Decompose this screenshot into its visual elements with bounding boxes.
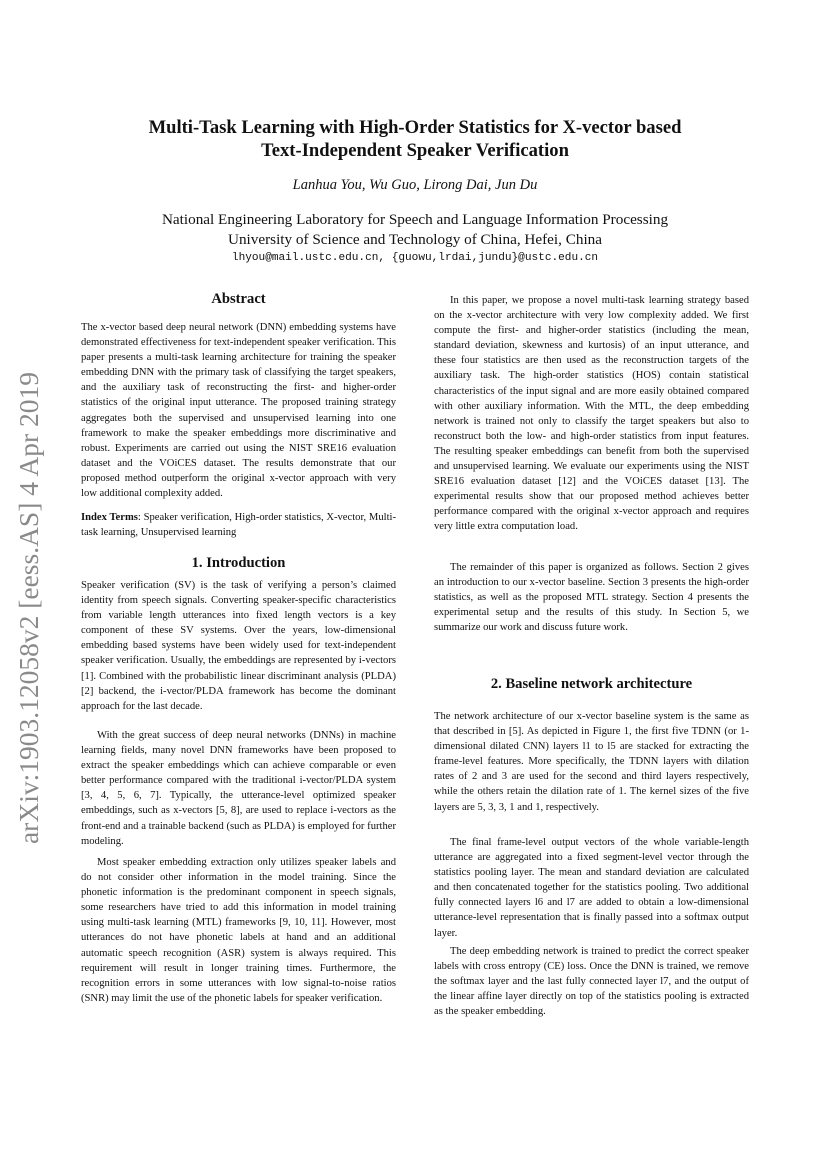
section-2-heading: 2. Baseline network architecture bbox=[490, 676, 693, 692]
title-line-1: Multi-Task Learning with High-Order Statistics for X-vector based bbox=[148, 117, 682, 138]
index-terms bbox=[81, 510, 396, 540]
section-2-paragraph-1: The network architecture of our x-vector baseline system is the same as that described in [5]. As depicted in Figure 1, the first five TDNN (or 1-dimensional dilated CNN) layers l1 to l5 are stacked for extracting the frame-level features. More specifically, the TDNN layers with dilation rates of 2 and 3 are used for the second and third layers respectively, while the others retain the dilation rate of 1. The kernel sizes of the five layers are 5, 3, 3, 1 and 1, respectively. bbox=[434, 711, 749, 813]
affiliation bbox=[90, 210, 740, 249]
section-1-paragraph-2: With the great success of deep neural networks (DNNs) in machine learning fields, many novel DNN frameworks have been proposed to extract the speaker embeddings which can achieve comparable or even better performance compared with the traditional i-vector/PLDA system [3, 4, 5, 6, 7]. Typically, the utterance-level optimized speaker embeddings, such as x-vectors [5, 8], are used to replace i-vectors as the front-end and a trainable backend (such as PLDA) is employed for further modeling. bbox=[81, 730, 396, 847]
affiliation-line-2: University of Science and Technology of China, Hefei, China bbox=[227, 230, 603, 248]
index-terms-text: : Speaker verification, High-order statistics, X-vector, Multi-task learning, Unsupervised learning bbox=[81, 512, 397, 539]
title-line-2: Text-Independent Speaker Verification bbox=[261, 140, 569, 161]
section-1-paragraph-5: The remainder of this paper is organized as follows. Section 2 gives an introduction to our x-vector baseline. Section 3 presents the high-order statistics, as well as the proposed MTL strategy. Section 4 presents the experimental setup and the results of this study. In Section 5, we summarize our work and discuss future work. bbox=[434, 562, 749, 634]
abstract-heading: Abstract bbox=[211, 291, 266, 307]
abstract-text: The x-vector based deep neural network (DNN) embedding systems have demonstrated effectiveness for text-independent speaker verification. This paper presents a multi-task learning architecture for training the speaker embedding DNN with the primary task of classifying the target speakers, and the auxiliary task of reconstructing the first- and higher-order statistics of the original input utterance. The proposed training strategy aggregates both the supervised and unsupervised learning into one framework to make the speaker embeddings more discriminative and robust. Experiments are carried out using the NIST SRE16 evaluation dataset and the VOiCES dataset. The results demonstrate that our proposed method outperform the original x-vector approach with very low additional complexity added. bbox=[81, 322, 396, 500]
authors: Lanhua You, Wu Guo, Lirong Dai, Jun Du bbox=[292, 177, 538, 193]
section-1-paragraph-1: Speaker verification (SV) is the task of verifying a person’s claimed identity from speech signals. Converting speaker-specific characteristics from variable length utterances into fixed length vectors is a key component of these SV systems. Over the years, low-dimensional embedding based systems have been widely used for text-independent speaker verification. Usually, the embeddings are represented by i-vectors [1]. Combined with the probabilistic linear discriminant analysis (PLDA) [2] backend, the i-vector/PLDA framework has become the dominant approach for the last decade. bbox=[81, 580, 396, 712]
paper-title bbox=[90, 116, 740, 162]
section-2-paragraph-2: The final frame-level output vectors of the whole variable-length utterance are aggregated into a fixed segment-level vector through the statistics pooling layer. The mean and standard deviation are calculated and then concatenated together for the statistics pooling. Two additional fully connected layers l6 and l7 are added to obtain a low-dimensional utterance-level representation that is finally passed into a softmax output layer. bbox=[434, 837, 749, 939]
section-1-heading: 1. Introduction bbox=[191, 555, 286, 571]
index-terms-label: Index Terms bbox=[81, 512, 138, 523]
section-2-paragraph-3: The deep embedding network is trained to predict the correct speaker labels with cross entropy (CE) loss. Once the DNN is trained, we remove the softmax layer and the last fully connected layer l7, and the output of the linear affine layer directly on top of the statistics pooling is extracted as the speaker embedding. bbox=[434, 946, 749, 1018]
author-emails: lhyou@mail.ustc.edu.cn, {guowu,lrdai,jundu}@ustc.edu.cn bbox=[231, 252, 599, 264]
arxiv-side-label: arXiv:1903.12058v2 [eess.AS] 4 Apr 2019 bbox=[13, 371, 44, 845]
affiliation-line-1: National Engineering Laboratory for Speech and Language Information Processing bbox=[161, 211, 669, 228]
section-1-paragraph-4: In this paper, we propose a novel multi-task learning strategy based on the x-vector architecture with very low complexity added. We first compute the first- and higher-order statistics (including the mean, standard deviation, skewness and kurtosis) of an input utterance, and these four statistics are then used as the reconstruction targets of the auxiliary task. The high-order statistics (HOS) contain statistical characteristics of the input signal and are more easily obtained compared with other auxiliary information. With the MTL, the deep embedding network is trained not only to classify the target speakers but also to reconstruct both the low- and high-order statistics from input features. The resulting speaker embeddings can benefit from both the supervised and unsupervised learning. We evaluate our experiments using the NIST SRE16 evaluation dataset [12] and the VOiCES dataset [13]. The experimental results show that our proposed method achieves better performance compared with the original x-vector approach and requires very little extra computation load. bbox=[434, 295, 749, 533]
section-1-paragraph-3: Most speaker embedding extraction only utilizes speaker labels and do not consider other information in the model training. Since the phonetic information is the predominant component in speech signals, some researchers have tried to add this information in model training using multi-task learning (MTL) frameworks [9, 10, 11]. However, most utterances do not have phonetic labels at hand and an additional automatic speech recognition (ASR) system is always required. This requirement will result in longer training times. Furthermore, the recognition errors in some utterances with low signal-to-noise ratios (SNR) may limit the use of the phonetic labels for speaker verification. bbox=[81, 857, 396, 1004]
